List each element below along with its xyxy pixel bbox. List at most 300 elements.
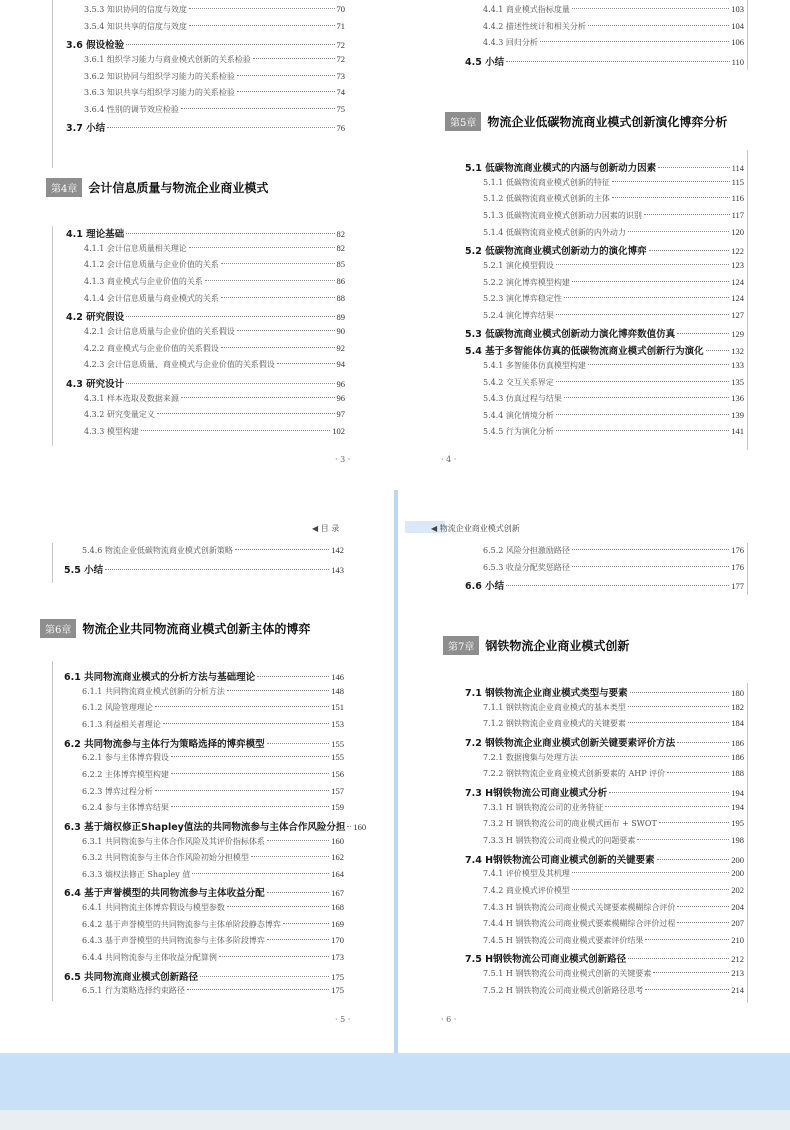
toc-page-number: 116 (731, 193, 744, 204)
toc-subsection-entry[interactable] (483, 310, 744, 322)
toc-entry-label: 4.3.2 研究变量定义 (84, 410, 155, 420)
toc-entry-label: 6.2.4 参与主体博弈结果 (82, 803, 169, 813)
toc-section-entry[interactable] (64, 885, 344, 899)
toc-entry-label: 5.1.2 低碳物流商业模式创新的主体 (483, 194, 610, 204)
toc-page-number: 202 (731, 885, 744, 895)
toc-leader-dots (658, 167, 729, 168)
toc-entry-label: 7.1.2 钢铁物流企业商业模式的关键要素 (483, 719, 626, 729)
chapter-chip: 第6章 (40, 619, 76, 638)
toc-entry-label: 4.2.1 会计信息质量与企业价值的关系假设 (84, 327, 235, 336)
toc-subsection-entry[interactable] (82, 852, 344, 864)
toc-leader-dots (677, 333, 729, 334)
toc-subsection-entry[interactable] (84, 87, 345, 99)
toc-subsection-entry[interactable] (483, 4, 744, 16)
toc-leader-dots (653, 972, 729, 973)
toc-page-number: 176 (731, 561, 744, 572)
toc-entry-label: 6.4.3 基于声誉模型的共同物流参与主体多阶段博弈 (82, 936, 265, 946)
toc-leader-dots (612, 181, 730, 182)
toc-entry-label: 5.4.1 多智能体仿真模型构建 (483, 361, 586, 370)
toc-subsection-entry[interactable] (483, 918, 744, 930)
toc-entry-label: 6.3.1 共同物流参与主体合作风险及其评价指标体系 (82, 836, 265, 846)
toc-page-number: 175 (331, 985, 344, 996)
toc-page-number: 86 (336, 276, 345, 286)
toc-page-number: 173 (331, 952, 344, 962)
toc-section-entry[interactable] (465, 343, 744, 357)
toc-leader-dots (645, 989, 729, 990)
toc-leader-dots (283, 923, 329, 924)
toc-subsection-entry[interactable] (483, 360, 744, 372)
toc-page-6 (395, 493, 790, 1053)
toc-leader-dots (556, 381, 729, 382)
toc-section-entry[interactable] (64, 562, 344, 576)
toc-subsection-entry[interactable] (483, 410, 744, 422)
toc-page-number: 195 (731, 818, 744, 829)
toc-page-number: 155 (331, 738, 344, 749)
toc-leader-dots (588, 364, 729, 365)
toc-page-number: 82 (336, 242, 345, 253)
toc-leader-dots (506, 585, 729, 586)
toc-entry-label: 4.4.1 商业模式指标度量 (483, 5, 570, 14)
page-rule (52, 0, 53, 168)
toc-entry-label: 4.2 研究假设 (66, 312, 125, 324)
toc-entry-label: 6.5.1 行为策略选择约束路径 (82, 986, 185, 996)
toc-leader-dots (171, 756, 329, 757)
toc-leader-dots (155, 790, 329, 791)
toc-leader-dots (267, 743, 330, 744)
toc-leader-dots (605, 806, 729, 807)
toc-subsection-entry[interactable] (82, 545, 344, 557)
toc-subsection-entry[interactable] (82, 752, 344, 764)
toc-leader-dots (628, 231, 729, 232)
toc-entry-label: 7.2.2 钢铁物流企业商业模式创新要素的 AHP 评价 (483, 769, 666, 779)
toc-entry-label: 4.3.3 模型构建 (84, 426, 139, 436)
toc-subsection-entry[interactable] (483, 985, 744, 997)
toc-leader-dots (347, 826, 351, 827)
toc-page-number: 123 (731, 260, 744, 270)
toc-entry-label: 5.4.5 行为演化分析 (483, 427, 554, 437)
toc-entry-label: 5.1.3 低碳物流商业模式创新动力因素的识别 (483, 211, 642, 220)
toc-subsection-entry[interactable] (483, 293, 744, 305)
toc-subsection-entry[interactable] (84, 343, 345, 355)
toc-entry-label: 4.2.2 商业模式与企业价值的关系假设 (84, 343, 219, 353)
toc-page-number: 82 (336, 229, 345, 239)
toc-page-number: 177 (731, 581, 744, 592)
toc-leader-dots (192, 873, 329, 874)
toc-page-number: 85 (336, 259, 345, 270)
toc-entry-label: 5.4.4 演化情境分析 (483, 410, 554, 420)
toc-subsection-entry[interactable] (84, 409, 345, 421)
toc-subsection-entry[interactable] (483, 768, 744, 780)
toc-subsection-entry[interactable] (82, 952, 344, 964)
toc-entry-label: 7.1 钢铁物流企业商业模式类型与要素 (465, 688, 628, 699)
toc-leader-dots (609, 792, 729, 793)
toc-subsection-entry[interactable] (84, 4, 345, 16)
toc-section-entry[interactable] (66, 309, 345, 323)
toc-subsection-entry[interactable] (82, 985, 344, 997)
toc-subsection-entry[interactable] (82, 836, 344, 848)
toc-leader-dots (572, 281, 729, 282)
toc-section-entry[interactable] (64, 669, 344, 683)
toc-subsection-entry[interactable] (84, 359, 345, 371)
toc-subsection-entry[interactable] (82, 869, 344, 881)
toc-page-number: 71 (336, 20, 345, 31)
toc-leader-dots (155, 706, 329, 707)
toc-entry-label: 4.1 理论基础 (66, 229, 125, 240)
toc-section-entry[interactable] (465, 326, 744, 340)
page-rule (52, 661, 53, 1001)
toc-subsection-entry[interactable] (483, 260, 744, 272)
toc-entry-label: 3.5.3 知识协同的信度与效度 (84, 5, 187, 14)
toc-entry-label: 5.2.4 演化博弈结果 (483, 310, 554, 320)
toc-page-number: 114 (731, 163, 744, 173)
page-number: · 5 · (335, 1015, 351, 1024)
toc-entry-label: 7.3 H钢铁物流公司商业模式分析 (465, 788, 608, 799)
running-head: ◀ 物流企业商业模式创新 (431, 524, 520, 533)
running-head: ◀ 目 录 (312, 524, 340, 533)
toc-subsection-entry[interactable] (483, 802, 744, 814)
toc-entry-label: 5.5 小结 (64, 564, 104, 576)
toc-entry-label: 6.2.1 参与主体博弈假设 (82, 753, 169, 763)
toc-page-number: 136 (731, 393, 744, 404)
toc-leader-dots (649, 250, 730, 251)
toc-leader-dots (556, 414, 729, 415)
toc-entry-label: 6.3.2 共同物流参与主体合作风险初始分担模型 (82, 853, 249, 863)
toc-leader-dots (564, 397, 729, 398)
toc-page-4 (395, 0, 790, 470)
toc-subsection-entry[interactable] (483, 21, 744, 33)
toc-page-number: 170 (331, 935, 344, 946)
toc-entry-label: 7.5 H钢铁物流公司商业模式创新路径 (465, 954, 627, 966)
toc-subsection-entry[interactable] (483, 377, 744, 389)
toc-leader-dots (556, 314, 729, 315)
toc-leader-dots (667, 772, 729, 773)
toc-leader-dots (540, 41, 729, 42)
toc-page-number: 210 (731, 934, 744, 945)
toc-leader-dots (187, 989, 329, 990)
toc-leader-dots (506, 61, 729, 62)
toc-subsection-entry[interactable] (82, 702, 344, 714)
toc-page-number: 94 (336, 359, 345, 370)
toc-subsection-entry[interactable] (483, 277, 744, 289)
toc-entry-label: 5.3 低碳物流商业模式创新动力演化博弈数值仿真 (465, 329, 676, 341)
toc-page-number: 160 (331, 835, 344, 846)
toc-leader-dots (235, 549, 329, 550)
toc-entry-label: 5.4.3 仿真过程与结果 (483, 394, 562, 404)
toc-page-number: 70 (336, 4, 345, 14)
toc-entry-label: 5.2.3 演化博弈稳定性 (483, 294, 562, 304)
toc-subsection-entry[interactable] (84, 393, 345, 405)
toc-entry-label: 4.4.2 描述性统计和相关分析 (483, 21, 586, 31)
toc-leader-dots (221, 297, 335, 298)
toc-section-entry[interactable] (465, 951, 744, 965)
toc-subsection-entry[interactable] (483, 37, 744, 49)
toc-page-number: 184 (731, 718, 744, 729)
toc-entry-label: 4.1.2 会计信息质量与企业价值的关系 (84, 260, 219, 270)
toc-entry-label: 6.5.3 收益分配奖惩路径 (483, 562, 570, 572)
toc-page-number: 88 (336, 292, 345, 303)
toc-leader-dots (200, 976, 329, 977)
toc-entry-label: 7.2.1 数据搜集与处理方法 (483, 752, 578, 762)
toc-subsection-entry[interactable] (84, 104, 345, 116)
toc-entry-label: 6.5.2 风险分担激励路径 (483, 546, 570, 555)
toc-leader-dots (107, 127, 334, 128)
toc-page-number: 97 (336, 409, 345, 420)
toc-page-number: 162 (331, 852, 344, 863)
toc-entry-label: 7.4.5 H 钢铁物流公司商业模式要素评价结果 (483, 935, 644, 945)
toc-entry-label: 7.3.3 H 钢铁物流公司商业模式的问题要素 (483, 836, 636, 845)
toc-subsection-entry[interactable] (483, 885, 744, 897)
toc-subsection-entry[interactable] (84, 71, 345, 83)
chapter-title: 物流企业低碳物流商业模式创新演化博弈分析 (487, 115, 728, 129)
toc-page-number: 73 (336, 70, 345, 81)
toc-entry-label: 6.1.1 共同物流商业模式创新的分析方法 (82, 686, 225, 696)
toc-subsection-entry[interactable] (483, 562, 744, 574)
toc-entry-label: 6.6 小结 (465, 581, 505, 593)
toc-page-number: 120 (731, 226, 744, 237)
toc-page-number: 194 (731, 801, 744, 812)
toc-section-entry[interactable] (465, 54, 744, 68)
toc-section-entry[interactable] (64, 819, 367, 833)
toc-subsection-entry[interactable] (483, 210, 744, 222)
toc-page-number: 156 (331, 769, 344, 779)
page-rule (747, 0, 748, 70)
toc-subsection-entry[interactable] (82, 935, 344, 947)
toc-page-number: 168 (331, 902, 344, 913)
toc-entry-label: 4.4.3 回归分析 (483, 38, 538, 48)
toc-subsection-entry[interactable] (483, 227, 744, 239)
toc-entry-label: 6.5 共同物流商业模式创新路径 (64, 971, 199, 983)
toc-page-number: 188 (731, 768, 744, 779)
toc-page-number: 151 (331, 702, 344, 713)
toc-page-number: 104 (731, 20, 744, 31)
chapter-title: 会计信息质量与物流企业商业模式 (88, 181, 269, 195)
toc-subsection-entry[interactable] (82, 802, 344, 814)
toc-page-number: 117 (731, 210, 744, 220)
toc-entry-label: 6.3 基于熵权修正Shapley值法的共同物流参与主体合作风险分担 (64, 821, 346, 833)
chapter-heading (46, 178, 268, 197)
toc-subsection-entry[interactable] (82, 902, 344, 914)
toc-leader-dots (237, 91, 335, 92)
toc-leader-dots (630, 692, 730, 693)
toc-leader-dots (141, 430, 330, 431)
toc-entry-label: 6.2 共同物流参与主体行为策略选择的博弈模型 (64, 738, 265, 750)
toc-entry-label: 3.7 小结 (66, 123, 106, 135)
page-rule (52, 543, 53, 583)
toc-subsection-entry[interactable] (82, 769, 344, 781)
chapter-title: 钢铁物流企业商业模式创新 (485, 639, 630, 653)
chapter-chip: 第4章 (46, 178, 82, 197)
toc-page-number: 200 (731, 854, 744, 865)
toc-entry-label: 7.1.1 钢铁物流企业商业模式的基本类型 (483, 702, 626, 712)
toc-subsection-entry[interactable] (84, 326, 345, 338)
toc-leader-dots (572, 889, 729, 890)
page-number: · 6 · (441, 1015, 457, 1024)
toc-entry-label: 6.1.2 风险管理理论 (82, 703, 153, 713)
toc-section-entry[interactable] (465, 685, 744, 699)
toc-leader-dots (126, 44, 334, 45)
toc-leader-dots (572, 8, 729, 9)
toc-entry-label: 3.5.4 知识共享的信度与效度 (84, 21, 187, 31)
toc-subsection-entry[interactable] (483, 718, 744, 730)
toc-subsection-entry[interactable] (483, 935, 744, 947)
toc-page-number: 72 (336, 54, 345, 64)
toc-section-entry[interactable] (465, 243, 744, 257)
toc-leader-dots (227, 906, 329, 907)
toc-leader-dots (257, 676, 329, 677)
toc-entry-label: 4.5 小结 (465, 56, 505, 68)
toc-subsection-entry[interactable] (82, 719, 344, 731)
toc-page-number: 175 (331, 971, 344, 982)
toc-leader-dots (221, 263, 335, 264)
toc-entry-label: 3.6.4 性别的调节效应检验 (84, 104, 179, 114)
toc-section-entry[interactable] (465, 160, 744, 174)
toc-leader-dots (267, 892, 330, 893)
toc-entry-label: 5.1.4 低碳物流商业模式创新的内外动力 (483, 227, 626, 237)
toc-page-3 (0, 0, 395, 470)
toc-subsection-entry[interactable] (483, 835, 744, 847)
toc-page-number: 89 (336, 312, 345, 323)
toc-subsection-entry[interactable] (84, 259, 345, 271)
toc-page-number: 213 (731, 968, 744, 979)
toc-leader-dots (628, 958, 729, 959)
toc-entry-label: 7.4 H钢铁物流公司商业模式创新的关键要素 (465, 854, 655, 866)
toc-section-entry[interactable] (465, 852, 744, 866)
toc-subsection-entry[interactable] (483, 902, 744, 914)
toc-entry-label: 4.1.1 会计信息质量相关理论 (84, 243, 187, 253)
toc-leader-dots (677, 742, 729, 743)
toc-entry-label: 5.2.2 演化博弈模型构建 (483, 277, 570, 287)
chapter-heading (445, 112, 727, 131)
toc-page-number: 132 (731, 346, 744, 357)
toc-subsection-entry[interactable] (82, 686, 344, 698)
toc-section-entry[interactable] (64, 969, 344, 983)
toc-subsection-entry[interactable] (84, 54, 345, 66)
running-head-text: 物流企业商业模式创新 (439, 524, 520, 533)
toc-subsection-entry[interactable] (483, 426, 744, 438)
toc-entry-label: 6.2.2 主体博弈模型构建 (82, 770, 169, 779)
toc-leader-dots (157, 413, 335, 414)
toc-page-number: 110 (731, 56, 744, 67)
toc-leader-dots (277, 363, 335, 364)
toc-entry-label: 3.6.2 知识协同与组织学习能力的关系检验 (84, 71, 235, 81)
toc-leader-dots (677, 922, 729, 923)
toc-page-number: 212 (731, 954, 744, 965)
toc-subsection-entry[interactable] (483, 545, 744, 557)
toc-entry-label: 5.4.6 物流企业低碳物流商业模式创新策略 (82, 546, 233, 555)
toc-leader-dots (588, 25, 729, 26)
toc-section-entry[interactable] (64, 736, 344, 750)
toc-subsection-entry[interactable] (82, 919, 344, 931)
toc-page-number: 124 (731, 276, 744, 287)
toc-leader-dots (645, 939, 729, 940)
toc-entry-label: 6.1.3 利益相关者理论 (82, 720, 161, 729)
toc-leader-dots (189, 247, 335, 248)
toc-section-entry[interactable] (66, 37, 345, 51)
toc-subsection-entry[interactable] (84, 426, 345, 438)
toc-page-number: 214 (731, 984, 744, 995)
toc-entry-label: 6.4.2 基于声誉模型的共同物流参与主体单阶段静态博弈 (82, 919, 281, 929)
toc-page-number: 142 (331, 545, 344, 555)
toc-entry-label: 7.4.2 商业模式评价模型 (483, 886, 570, 895)
toc-page-number: 176 (731, 545, 744, 555)
toc-subsection-entry[interactable] (483, 752, 744, 764)
toc-page-number: 92 (336, 342, 345, 353)
toc-subsection-entry[interactable] (483, 968, 744, 980)
toc-page-number: 194 (731, 788, 744, 798)
toc-leader-dots (126, 383, 334, 384)
toc-section-entry[interactable] (66, 120, 345, 134)
toc-leader-dots (189, 8, 335, 9)
toc-subsection-entry[interactable] (483, 193, 744, 205)
toc-page-number: 122 (731, 246, 744, 257)
toc-entry-label: 4.3 研究设计 (66, 378, 125, 390)
toc-entry-label: 4.3.1 样本选取及数据来源 (84, 393, 179, 403)
toc-section-entry[interactable] (465, 735, 744, 749)
toc-entry-label: 3.6 假设检验 (66, 40, 125, 52)
toc-subsection-entry[interactable] (483, 393, 744, 405)
toc-subsection-entry[interactable] (483, 702, 744, 714)
toc-subsection-entry[interactable] (82, 786, 344, 798)
toc-page-number: 141 (731, 426, 744, 437)
toc-entry-label: 4.1.3 商业模式与企业价值的关系 (84, 277, 203, 286)
toc-page-number: 96 (336, 378, 345, 389)
toc-leader-dots (267, 939, 329, 940)
toc-section-entry[interactable] (465, 578, 744, 592)
page-number: · 4 · (441, 455, 457, 464)
toc-leader-dots (612, 197, 730, 198)
toc-section-entry[interactable] (66, 226, 345, 240)
toc-entry-label: 7.5.1 H 钢铁物流公司商业模式创新的关键要素 (483, 969, 652, 979)
toc-subsection-entry[interactable] (483, 818, 744, 830)
toc-page-number: 186 (731, 738, 744, 748)
toc-entry-label: 7.5.2 H 钢铁物流公司商业模式创新路径思考 (483, 985, 644, 995)
toc-entry-label: 6.4.1 共同物流主体博弈假设与模型参数 (82, 903, 225, 913)
toc-section-entry[interactable] (66, 376, 345, 390)
toc-section-entry[interactable] (465, 785, 744, 799)
toc-page-number: 180 (731, 688, 744, 698)
toc-leader-dots (163, 723, 329, 724)
toc-page-number: 186 (731, 751, 744, 762)
page-rule (747, 543, 748, 595)
toc-subsection-entry[interactable] (84, 21, 345, 33)
toc-leader-dots (659, 822, 729, 823)
toc-leader-dots (221, 347, 335, 348)
toc-subsection-entry[interactable] (483, 868, 744, 880)
toc-subsection-entry[interactable] (84, 276, 345, 288)
toc-entry-label: 5.4.2 交互关系界定 (483, 377, 554, 387)
toc-entry-label: 5.2 低碳物流商业模式创新动力的演化博弈 (465, 246, 647, 258)
running-head-text: 目 录 (320, 524, 340, 533)
footer-band (0, 1053, 790, 1110)
toc-leader-dots (205, 280, 335, 281)
toc-leader-dots (556, 264, 729, 265)
toc-entry-label: 6.4 基于声誉模型的共同物流参与主体收益分配 (64, 888, 265, 900)
toc-entry-label: 3.6.3 知识共享与组织学习能力的关系检验 (84, 88, 235, 98)
toc-leader-dots (181, 108, 335, 109)
toc-entry-label: 7.2 钢铁物流企业商业模式创新关键要素评价方法 (465, 738, 676, 749)
toc-subsection-entry[interactable] (483, 177, 744, 189)
toc-leader-dots (628, 722, 729, 723)
toc-page-5 (0, 493, 395, 1053)
toc-page-number: 96 (336, 392, 345, 403)
toc-page-number: 207 (731, 918, 744, 929)
toc-leader-dots (219, 956, 329, 957)
toc-page-number: 155 (331, 752, 344, 763)
toc-subsection-entry[interactable] (84, 293, 345, 305)
toc-subsection-entry[interactable] (84, 243, 345, 255)
page-rule (747, 683, 748, 1003)
toc-page-number: 103 (731, 4, 744, 14)
